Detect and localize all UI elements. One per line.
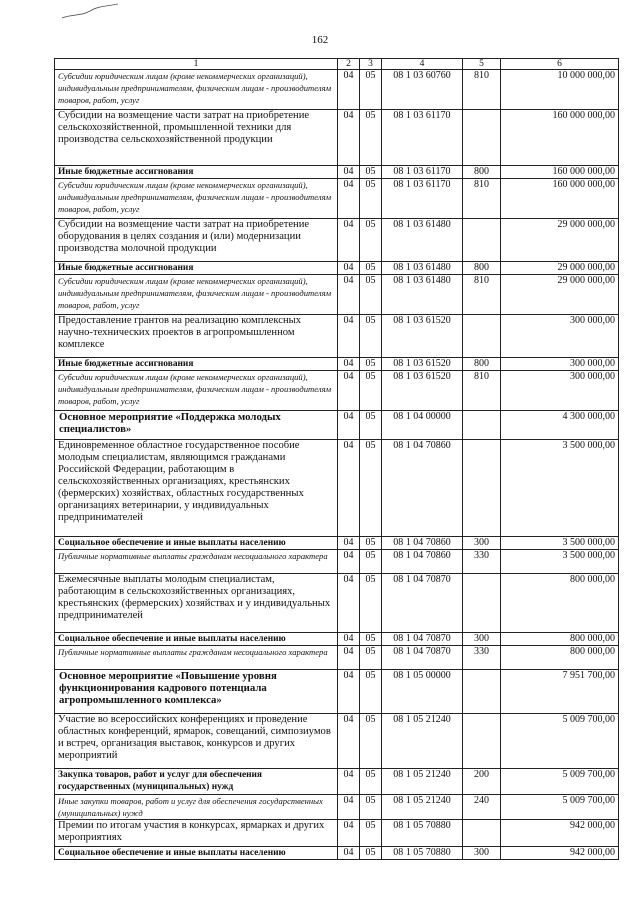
row-amount: 160 000 000,00	[501, 179, 619, 219]
row-name: Премии по итогам участия в конкурсах, ярмарках и других мероприятиях	[55, 820, 338, 847]
row-target-code: 08 1 03 61170	[382, 110, 463, 166]
row-subsection: 05	[360, 670, 382, 714]
table-row	[55, 714, 619, 769]
table-row	[55, 440, 619, 537]
row-expense-type: 240	[463, 795, 501, 820]
row-amount: 800 000,00	[501, 633, 619, 646]
row-subsection: 05	[360, 179, 382, 219]
row-section: 04	[338, 795, 360, 820]
table-row	[55, 371, 619, 411]
row-target-code: 08 1 04 70870	[382, 633, 463, 646]
table-row	[55, 219, 619, 262]
row-subsection: 05	[360, 358, 382, 371]
page-number: 162	[311, 34, 329, 46]
row-name: Субсидии юридическим лицам (кроме некоммерческих организаций), индивидуальным предпринимателям, физическим лицам - производителям товаров, работ, услуг	[55, 179, 338, 219]
row-expense-type	[463, 670, 501, 714]
row-section: 04	[338, 358, 360, 371]
header-col-1: 1	[55, 59, 338, 70]
row-section: 04	[338, 820, 360, 847]
row-target-code: 08 1 03 61170	[382, 179, 463, 219]
row-subsection: 05	[360, 646, 382, 670]
row-name: Иные закупки товаров, работ и услуг для обеспечения государственных (муниципальных) нужд	[55, 795, 338, 820]
row-amount: 300 000,00	[501, 358, 619, 371]
row-amount: 29 000 000,00	[501, 219, 619, 262]
row-subsection: 05	[360, 262, 382, 275]
row-amount: 800 000,00	[501, 646, 619, 670]
row-subsection: 05	[360, 110, 382, 166]
table-row	[55, 646, 619, 670]
row-name: Ежемесячные выплаты молодым специалистам, работающим в сельскохозяйственных организациях, крестьянских (фермерских) хозяйствах и у индивидуальных предпринимателей	[55, 574, 338, 633]
row-subsection: 05	[360, 315, 382, 358]
row-section: 04	[338, 275, 360, 315]
table-row	[55, 820, 619, 847]
header-row	[55, 59, 619, 70]
row-expense-type: 330	[463, 646, 501, 670]
row-expense-type: 800	[463, 358, 501, 371]
table-row	[55, 110, 619, 166]
row-name: Субсидии на возмещение части затрат на приобретение оборудования в целях создания и (или) модернизации производства молочной продукции	[55, 219, 338, 262]
budget-table	[54, 58, 619, 860]
row-subsection: 05	[360, 219, 382, 262]
table-row	[55, 574, 619, 633]
row-subsection: 05	[360, 550, 382, 574]
row-subsection: 05	[360, 795, 382, 820]
row-subsection: 05	[360, 769, 382, 795]
row-name: Основное мероприятие «Поддержка молодых специалистов»	[55, 411, 338, 440]
row-section: 04	[338, 670, 360, 714]
row-amount: 29 000 000,00	[501, 262, 619, 275]
table-row	[55, 550, 619, 574]
row-section: 04	[338, 847, 360, 860]
table-row	[55, 411, 619, 440]
row-target-code: 08 1 03 61520	[382, 315, 463, 358]
row-section: 04	[338, 714, 360, 769]
header-col-6: 6	[501, 59, 619, 70]
header-col-3: 3	[360, 59, 382, 70]
row-target-code: 08 1 03 61520	[382, 358, 463, 371]
row-target-code: 08 1 05 21240	[382, 769, 463, 795]
row-expense-type: 810	[463, 179, 501, 219]
row-expense-type	[463, 574, 501, 633]
table-row	[55, 769, 619, 795]
row-section: 04	[338, 574, 360, 633]
table-body	[55, 70, 619, 860]
table-row	[55, 795, 619, 820]
row-name: Социальное обеспечение и иные выплаты населению	[55, 537, 338, 550]
row-subsection: 05	[360, 70, 382, 110]
row-name: Иные бюджетные ассигнования	[55, 358, 338, 371]
row-name: Субсидии юридическим лицам (кроме некоммерческих организаций), индивидуальным предпринимателям, физическим лицам - производителям товаров, работ, услуг	[55, 275, 338, 315]
row-name: Социальное обеспечение и иные выплаты населению	[55, 633, 338, 646]
row-section: 04	[338, 550, 360, 574]
table-row	[55, 166, 619, 179]
row-section: 04	[338, 179, 360, 219]
table-row	[55, 633, 619, 646]
row-expense-type: 330	[463, 550, 501, 574]
row-section: 04	[338, 219, 360, 262]
row-expense-type	[463, 219, 501, 262]
row-expense-type: 200	[463, 769, 501, 795]
row-amount: 942 000,00	[501, 820, 619, 847]
table-row	[55, 262, 619, 275]
row-target-code: 08 1 05 70880	[382, 820, 463, 847]
row-section: 04	[338, 769, 360, 795]
row-name: Субсидии юридическим лицам (кроме некоммерческих организаций), индивидуальным предпринимателям, физическим лицам - производителям товаров, работ, услуг	[55, 70, 338, 110]
row-amount: 5 009 700,00	[501, 714, 619, 769]
row-amount: 300 000,00	[501, 371, 619, 411]
row-amount: 10 000 000,00	[501, 70, 619, 110]
row-amount: 800 000,00	[501, 574, 619, 633]
row-target-code: 08 1 04 00000	[382, 411, 463, 440]
row-target-code: 08 1 03 61480	[382, 219, 463, 262]
row-section: 04	[338, 371, 360, 411]
row-section: 04	[338, 110, 360, 166]
row-target-code: 08 1 03 61480	[382, 275, 463, 315]
row-subsection: 05	[360, 537, 382, 550]
row-section: 04	[338, 411, 360, 440]
table-row	[55, 670, 619, 714]
header-col-2: 2	[338, 59, 360, 70]
row-target-code: 08 1 04 70870	[382, 646, 463, 670]
table-row	[55, 358, 619, 371]
row-expense-type	[463, 411, 501, 440]
row-expense-type: 810	[463, 275, 501, 315]
row-amount: 300 000,00	[501, 315, 619, 358]
table-row	[55, 179, 619, 219]
row-subsection: 05	[360, 371, 382, 411]
row-section: 04	[338, 440, 360, 537]
table-row	[55, 70, 619, 110]
row-target-code: 08 1 03 61170	[382, 166, 463, 179]
row-target-code: 08 1 03 60760	[382, 70, 463, 110]
row-target-code: 08 1 03 61480	[382, 262, 463, 275]
row-target-code: 08 1 04 70860	[382, 440, 463, 537]
row-expense-type: 810	[463, 371, 501, 411]
row-section: 04	[338, 633, 360, 646]
row-name: Единовременное областное государственное пособие молодым специалистам, являющимся гражданами Российской Федерации, работающим в сельскохозяйственных организациях, крестьянских (фермерских) хозяйствах, областных государственных организациях ветеринарии, у индивидуальных предпринимателей	[55, 440, 338, 537]
row-amount: 942 000,00	[501, 847, 619, 860]
row-target-code: 08 1 05 21240	[382, 714, 463, 769]
row-name: Субсидии юридическим лицам (кроме некоммерческих организаций), индивидуальным предпринимателям, физическим лицам - производителям товаров, работ, услуг	[55, 371, 338, 411]
row-expense-type	[463, 315, 501, 358]
row-amount: 3 500 000,00	[501, 550, 619, 574]
row-expense-type	[463, 110, 501, 166]
table-row	[55, 537, 619, 550]
row-section: 04	[338, 537, 360, 550]
table-row	[55, 315, 619, 358]
row-expense-type	[463, 820, 501, 847]
header-col-4: 4	[382, 59, 463, 70]
row-subsection: 05	[360, 847, 382, 860]
row-name: Закупка товаров, работ и услуг для обеспечения государственных (муниципальных) нужд	[55, 769, 338, 795]
row-name: Основное мероприятие «Повышение уровня функционирования кадрового потенциала агропромышленного комплекса»	[55, 670, 338, 714]
table-row	[55, 275, 619, 315]
row-expense-type: 810	[463, 70, 501, 110]
row-name: Иные бюджетные ассигнования	[55, 166, 338, 179]
header-col-5: 5	[463, 59, 501, 70]
row-name: Субсидии на возмещение части затрат на приобретение сельскохозяйственной, промышленной техники для производства сельскохозяйственной продукции	[55, 110, 338, 166]
row-subsection: 05	[360, 275, 382, 315]
pen-mark	[60, 2, 120, 22]
row-amount: 4 300 000,00	[501, 411, 619, 440]
row-target-code: 08 1 04 70870	[382, 574, 463, 633]
row-expense-type: 300	[463, 633, 501, 646]
row-target-code: 08 1 04 70860	[382, 537, 463, 550]
row-amount: 160 000 000,00	[501, 166, 619, 179]
row-target-code: 08 1 05 00000	[382, 670, 463, 714]
row-expense-type: 300	[463, 537, 501, 550]
table-row	[55, 847, 619, 860]
row-amount: 7 951 700,00	[501, 670, 619, 714]
row-name: Социальное обеспечение и иные выплаты населению	[55, 847, 338, 860]
row-target-code: 08 1 05 21240	[382, 795, 463, 820]
row-target-code: 08 1 04 70860	[382, 550, 463, 574]
row-subsection: 05	[360, 820, 382, 847]
row-name: Публичные нормативные выплаты гражданам несоциального характера	[55, 550, 338, 574]
row-amount: 29 000 000,00	[501, 275, 619, 315]
row-expense-type: 800	[463, 262, 501, 275]
row-subsection: 05	[360, 411, 382, 440]
row-expense-type: 800	[463, 166, 501, 179]
row-target-code: 08 1 05 70880	[382, 847, 463, 860]
row-section: 04	[338, 646, 360, 670]
row-expense-type: 300	[463, 847, 501, 860]
row-subsection: 05	[360, 440, 382, 537]
row-subsection: 05	[360, 574, 382, 633]
row-amount: 5 009 700,00	[501, 769, 619, 795]
row-section: 04	[338, 315, 360, 358]
row-target-code: 08 1 03 61520	[382, 371, 463, 411]
row-subsection: 05	[360, 166, 382, 179]
row-section: 04	[338, 166, 360, 179]
row-section: 04	[338, 262, 360, 275]
row-subsection: 05	[360, 714, 382, 769]
row-amount: 160 000 000,00	[501, 110, 619, 166]
row-amount: 3 500 000,00	[501, 537, 619, 550]
row-name: Участие во всероссийских конференциях и проведение областных конференций, ярмарок, совещаний, симпозиумов и встреч, организация выставок, конкурсов и других мероприятий	[55, 714, 338, 769]
row-section: 04	[338, 70, 360, 110]
row-amount: 3 500 000,00	[501, 440, 619, 537]
row-name: Предоставление грантов на реализацию комплексных научно-технических проектов в агропромышленном комплексе	[55, 315, 338, 358]
row-expense-type	[463, 440, 501, 537]
row-name: Иные бюджетные ассигнования	[55, 262, 338, 275]
row-name: Публичные нормативные выплаты гражданам несоциального характера	[55, 646, 338, 670]
row-expense-type	[463, 714, 501, 769]
row-subsection: 05	[360, 633, 382, 646]
row-amount: 5 009 700,00	[501, 795, 619, 820]
